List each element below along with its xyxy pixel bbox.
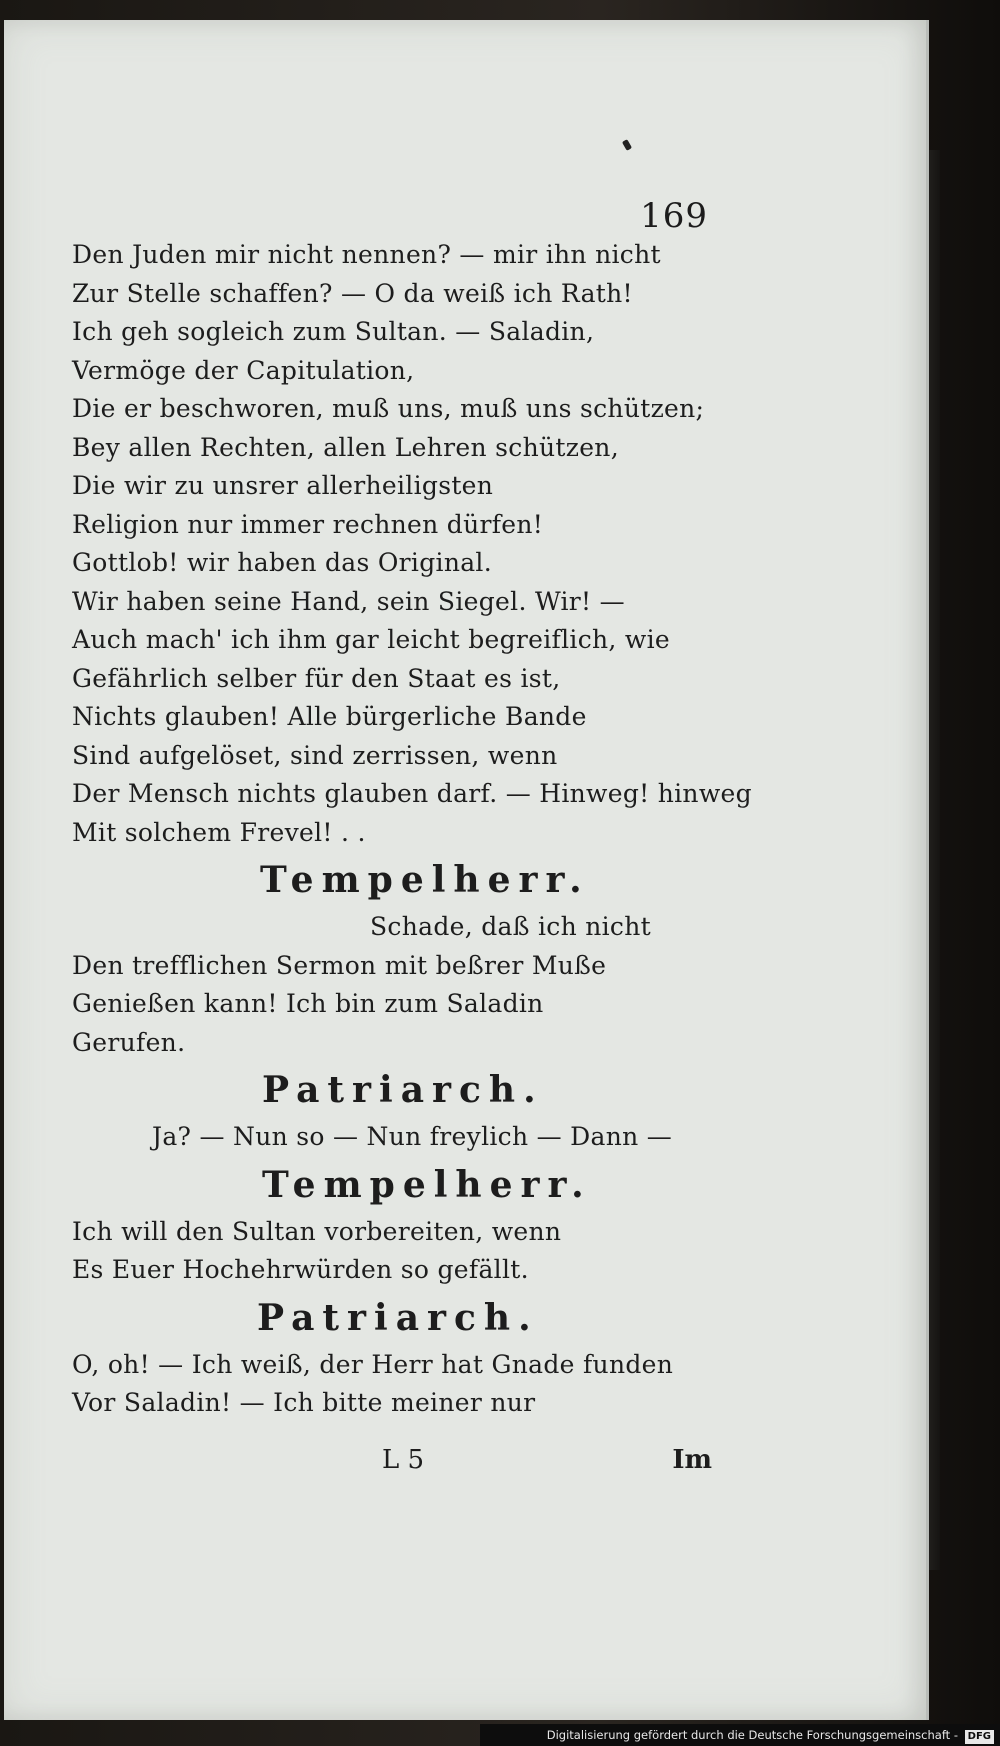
text-line: Bey allen Rechten, allen Lehren schützen, [72,432,619,462]
text-line: Vermöge der Capitulation, [72,355,415,385]
text-line: Genießen kann! Ich bin zum Saladin [72,989,544,1018]
text-line: Gefährlich selber für den Staat es ist, [72,663,561,693]
signature-mark: L 5 [382,1445,425,1475]
text-line: Die wir zu unsrer allerheiligsten [72,471,494,500]
page-number: 169 [640,196,708,236]
ink-speck [622,139,632,151]
text-line: Ja? — Nun so — Nun freylich — Dann — [152,1122,673,1151]
speaker-heading: Patriarch. [262,1069,544,1111]
text-line: Den trefflichen Sermon mit beßrer Muße [72,950,607,980]
speaker-heading: Patriarch. [257,1296,539,1339]
text-line: Schade, daß ich nicht [370,912,651,941]
text-line: Ich geh sogleich zum Sultan. — Saladin, [72,317,595,346]
text-line: Mit solchem Frevel! . . [72,817,366,847]
text-line: Gottlob! wir haben das Original. [72,548,492,577]
speaker-heading: Tempelherr. [260,859,590,901]
text-line: Gerufen. [72,1027,186,1057]
digitization-credit [480,1724,1000,1746]
page-text [72,236,772,1423]
text-line: Den Juden mir nicht nennen? — mir ihn nicht [72,240,661,269]
credit-text: Digitalisierung gefördert durch die Deutsche Forschungsgemeinschaft - [546,1728,958,1742]
text-line: Wir haben seine Hand, sein Siegel. Wir! — [72,586,625,616]
catchword: Im [672,1445,712,1475]
text-line: Ich will den Sultan vorbereiten, wenn [72,1216,562,1246]
speaker-heading: Tempelherr. [262,1163,592,1206]
text-line: Es Euer Hochehrwürden so gefällt. [72,1255,529,1284]
text-line: O, oh! — Ich weiß, der Herr hat Gnade funden [72,1349,674,1379]
dfg-logo-icon: DFG [965,1730,994,1744]
page-footer [72,1445,712,1485]
text-line: Auch mach' ich ihm gar leicht begreiflich, wie [72,625,670,654]
text-line: Religion nur immer rechnen dürfen! [72,509,544,539]
text-line: Die er beschworen, muß uns, muß uns schützen; [72,394,705,423]
text-line: Nichts glauben! Alle bürgerliche Bande [72,702,587,731]
text-line: Sind aufgelöset, sind zerrissen, wenn [72,740,558,770]
text-line: Der Mensch nichts glauben darf. — Hinweg! hinweg [72,779,752,808]
text-line: Vor Saladin! — Ich bitte meiner nur [72,1388,536,1417]
text-line: Zur Stelle schaffen? — O da weiß ich Rath! [72,278,633,308]
